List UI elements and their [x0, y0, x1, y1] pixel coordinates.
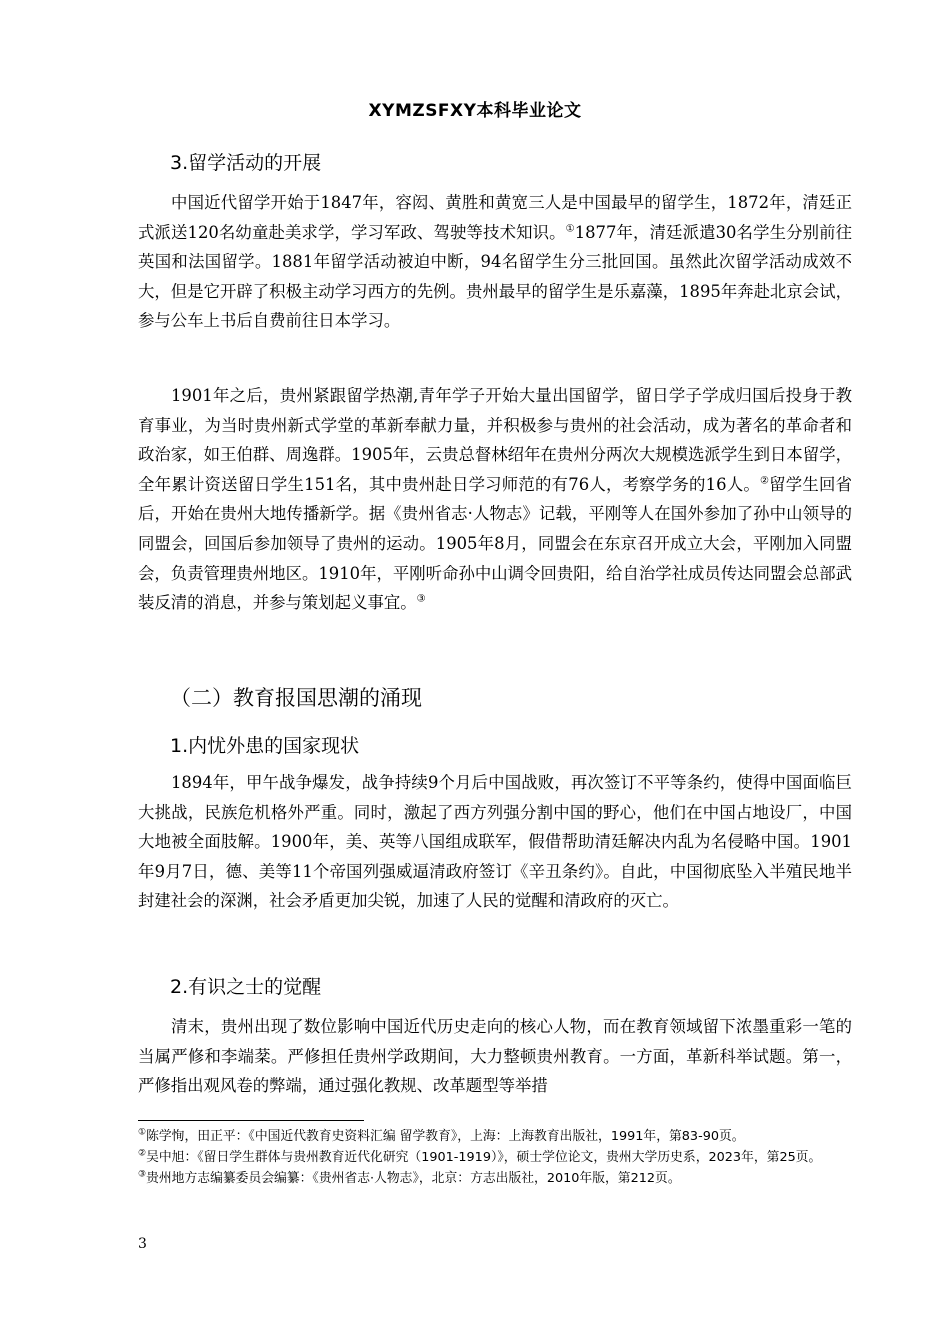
- paragraph-study-abroad-history: [138, 188, 852, 336]
- footnotes: [138, 1126, 858, 1189]
- paragraph-text: 中国近代留学开始于1847年，容闳、黄胜和黄宽三人是中国最早的留学生，1872年，清廷正式派送120名幼童赴美求学，学习军政、驾驶等技术知识。: [138, 193, 852, 242]
- footnote-1: [138, 1126, 858, 1147]
- paragraph-guizhou-students-japan: [138, 381, 852, 618]
- footnote-3: [138, 1168, 858, 1189]
- footnote-text: 陈学恂，田正平：《中国近代教育史资料汇编 留学教育》，上海：上海教育出版社，1991年，第83-90页。: [146, 1129, 745, 1144]
- paragraph-text: 1877年，清廷派遣30名学生分别前往英国和法国留学。1881年留学活动被迫中断，94名留学生分三批回国。虽然此次留学活动成效不大，但是它开辟了积极主动学习西方的先例。贵州最早的留学生是乐嘉藻，1895年奔赴北京会试，参与公车上书后自费前往日本学习。: [138, 222, 852, 331]
- paragraph-text: 1901年之后，贵州紧跟留学热潮,青年学子开始大量出国留学，留日学子学成归国后投身于教育事业，为当时贵州新式学堂的革新奉献力量，并积极参与贵州的社会活动，成为著名的革命者和政治家，如王伯群、周逸群。1905年，云贵总督林绍年在贵州分两次大规模选派学生到日本留学，全年累计资送留日学生151名，其中贵州赴日学习师范的有76人，考察学务的16人。: [138, 386, 852, 494]
- paragraph-national-crisis: 1894年，甲午战争爆发，战争持续9个月后中国战败，再次签订不平等条约，使得中国面临巨大挑战，民族危机格外严重。同时，激起了西方列强分割中国的野心，他们在中国占地设厂，中国大地被全面肢解。1900年，美、英等八国组成联军，假借帮助清廷解决内乱为名侵略中国。1901年9月7日，德、美等11个帝国列强威逼清政府签订《辛丑条约》。自此，中国彻底坠入半殖民地半封建社会的深渊，社会矛盾更加尖锐，加速了人民的觉醒和清政府的灭亡。: [138, 773, 852, 911]
- heading-education-saves-nation: （二）教育报国思潮的涌现: [170, 686, 422, 710]
- footnote-2: [138, 1147, 858, 1168]
- footnote-mark: ②: [138, 1148, 147, 1159]
- footnote-ref-2[interactable]: ②: [759, 475, 770, 487]
- footnote-divider: [138, 1120, 364, 1121]
- page-header: XYMZSFXY本科毕业论文: [368, 101, 582, 121]
- page-number: 3: [138, 1236, 147, 1252]
- footnote-text: 贵州地方志编纂委员会编纂：《贵州省志·人物志》，北京：方志出版社，2010年版，第212页。: [146, 1171, 681, 1186]
- footnote-ref-3[interactable]: ③: [416, 593, 426, 605]
- paragraph-text: 留学生回省后，开始在贵州大地传播新学。据《贵州省志·人物志》记载，平刚等人在国外参加了孙中山领导的同盟会，回国后参加领导了贵州的运动。1905年8月，同盟会在东京召开成立大会，平刚加入同盟会，负责管理贵州地区。1910年，平刚听命孙中山调令回贵阳，给自治学社成员传达同盟会总部武装反清的消息，并参与策划起义事宜。: [138, 474, 853, 613]
- footnote-ref-1[interactable]: ①: [565, 223, 575, 235]
- heading-awakening-of-intellectuals: 2.有识之士的觉醒: [170, 976, 322, 998]
- heading-national-crisis: 1.内忧外患的国家现状: [170, 735, 360, 757]
- footnote-text: 吴中旭：《留日学生群体与贵州教育近代化研究（1901-1919）》，硕士学位论文，贵州大学历史系，2023年，第25页。: [146, 1150, 822, 1165]
- footnote-mark: ①: [138, 1127, 147, 1138]
- footnote-mark: ③: [138, 1169, 147, 1180]
- heading-study-abroad-activities: 3.留学活动的开展: [170, 152, 322, 174]
- paragraph-awakening: 清末，贵州出现了数位影响中国近代历史走向的核心人物，而在教育领域留下浓墨重彩一笔的当属严修和李端棻。严修担任贵州学政期间，大力整顿贵州教育。一方面，革新科举试题。第一，严修指出观风卷的弊端，通过强化教规、改革题型等举措: [138, 1017, 852, 1096]
